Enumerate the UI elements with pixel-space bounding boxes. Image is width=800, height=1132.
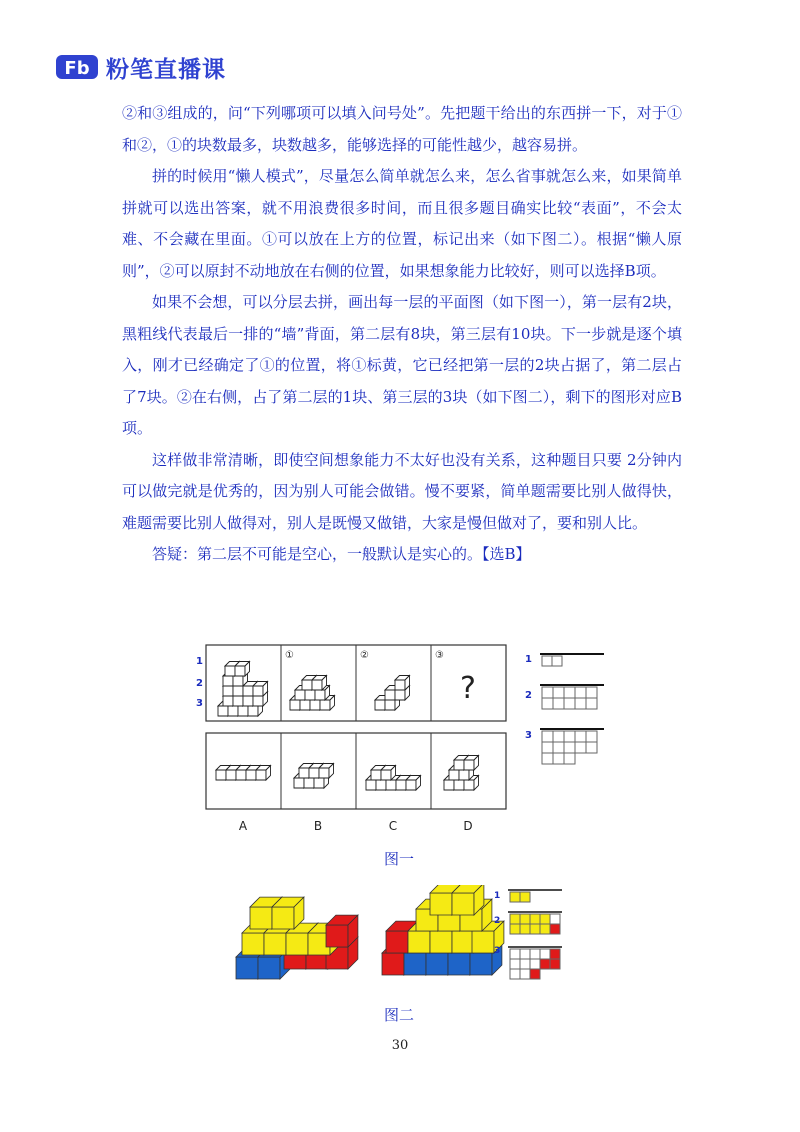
figure-2 [226, 885, 576, 995]
right-colored-cube-front [404, 953, 426, 975]
right-colored-cube-front [386, 931, 408, 953]
answer-paragraph: 答疑：第二层不可能是空心，一般默认是实心的。【选B】 [152, 545, 531, 563]
wireframe-cubes [216, 662, 479, 791]
f2-plan1-cell [520, 892, 530, 902]
f2-plan3-cell [540, 949, 550, 959]
f2-plan3-cell [510, 969, 520, 979]
plan2-cell [564, 698, 575, 709]
f2-plan3-cell [530, 969, 540, 979]
plan2-cell [553, 687, 564, 698]
fenbi-logo-icon [56, 53, 100, 81]
plan2-cell [586, 698, 597, 709]
piece2-cube-front [395, 680, 405, 690]
f2-plan2-cell [510, 914, 520, 924]
right-colored-cube-front [408, 931, 430, 953]
piece1-cube-front [315, 690, 325, 700]
f2-plan2-cell [520, 914, 530, 924]
left-colored-cube-front [326, 925, 348, 947]
plan3-cell [586, 742, 597, 753]
main-cube-front [218, 706, 228, 716]
plan2-cell [586, 687, 597, 698]
right-colored-cube-front [430, 893, 452, 915]
fig1-mark-2: ② [360, 650, 369, 661]
option-c-cube-front [386, 780, 396, 790]
f2-plan3-cell [520, 959, 530, 969]
plan3-cell [553, 731, 564, 742]
f2-plan3-cell [550, 949, 560, 959]
f2-plan3-cell [510, 949, 520, 959]
option-d-cube-front [464, 780, 474, 790]
main-cube-front [238, 706, 248, 716]
f2-plan3-cell [510, 959, 520, 969]
right-colored-cube-front [448, 953, 470, 975]
right-colored-cube-front [470, 953, 492, 975]
paragraph-3: 如果不会想，可以分层去拼，画出每一层的平面图（如下图一），第一层有2块，黑粗线代表最后一排的“墙”背面，第二层有8块，第三层有10块。下一步就是逐个填入，刚才已经确定了①的位置，将①标黄，它已经把第一层的2块占据了，第二层占了7块。②在右侧，占了第二层的1块、第三层的3块（如下图二），剩下的图形对应B项。 [122, 293, 682, 437]
option-a-cube-front [246, 770, 256, 780]
f2-plan2-cell [530, 924, 540, 934]
piece1-cube-front [295, 690, 305, 700]
plan3-cell [586, 731, 597, 742]
f2-plan3-cell [540, 959, 550, 969]
piece1-cube-front [290, 700, 300, 710]
main-cube-front [225, 666, 235, 676]
option-a-cube-front [236, 770, 246, 780]
option-c-label: C [388, 819, 398, 833]
option-c-cube-front [396, 780, 406, 790]
option-d-cube-front [459, 770, 469, 780]
left-colored-cube-front [242, 933, 264, 955]
plan3-cell [553, 753, 564, 764]
left-colored-cube-front [236, 957, 258, 979]
option-b-cube-front [314, 778, 324, 788]
option-b-cube-front [319, 768, 329, 778]
f2-plan2-cell [540, 914, 550, 924]
paragraph-2: 拼的时候用“懒人模式”，尽量怎么简单就怎么来，怎么省事就怎么来，如果简单拼就可以选出答案，就不用浪费很多时间，而且很多题目确实比较“表面”，不会太难、不会藏在里面。①可以放在上方的位置，标记出来（如下图二）。根据“懒人原则”，②可以原封不动地放在右侧的位置，如果想象能力比较好，则可以选择B项。 [122, 167, 682, 280]
left-colored-cube-front [258, 957, 280, 979]
left-colored-cube-front [264, 933, 286, 955]
right-colored-cube-front [452, 893, 474, 915]
left-colored-cube-front [286, 933, 308, 955]
plan2-cell [575, 698, 586, 709]
f2-plan2-cell [510, 924, 520, 934]
main-cube-front [228, 706, 238, 716]
plan2-cell [575, 687, 586, 698]
fig1-mark-3: ③ [435, 650, 444, 661]
main-cube-front [233, 696, 243, 706]
plan-label-2: 2 [525, 690, 532, 701]
plan2-cell [542, 698, 553, 709]
option-c-cube-front [406, 780, 416, 790]
f2-plan3-cell [530, 949, 540, 959]
main-cube-front [243, 696, 253, 706]
option-d-cube-front [454, 760, 464, 770]
fig1-label-2: 2 [196, 678, 203, 689]
svg-text:Fb: Fb [64, 58, 90, 79]
f2-plan2-cell [550, 914, 560, 924]
piece1-cube-front [310, 700, 320, 710]
plan2-cell [553, 698, 564, 709]
piece1-cube-front [302, 680, 312, 690]
piece1-cube-front [300, 700, 310, 710]
right-colored-cube-front [472, 931, 494, 953]
main-cube-front [253, 686, 263, 696]
option-b-cube-front [294, 778, 304, 788]
option-b-cube-front [299, 768, 309, 778]
piece2-cube-front [375, 700, 385, 710]
option-b-label: B [313, 819, 323, 833]
article-body [122, 98, 682, 571]
f2-plan3-cell [520, 969, 530, 979]
main-cube-front [233, 676, 243, 686]
option-a-cube-front [216, 770, 226, 780]
plan-label-1: 1 [525, 654, 532, 665]
piece2-cube-front [385, 700, 395, 710]
plan3-cell [542, 731, 553, 742]
brand-name: 粉笔直播课 [106, 56, 226, 83]
option-d-cube-front [464, 760, 474, 770]
f2-plan2-cell [520, 924, 530, 934]
fig2-label-2: 2 [494, 916, 501, 926]
fig2-label-3: 3 [494, 946, 501, 956]
left-colored-cube-front [272, 907, 294, 929]
piece2-cube-front [385, 690, 395, 700]
main-cube-front [248, 706, 258, 716]
option-c-cube-front [376, 780, 386, 790]
plan3-cell [542, 753, 553, 764]
option-d-label: D [463, 819, 473, 833]
option-b-cube-front [309, 768, 319, 778]
piece2-cube-front [395, 690, 405, 700]
figure-1-caption: 图一 [384, 850, 415, 868]
plan3-cell [553, 742, 564, 753]
main-cube-front [235, 666, 245, 676]
plan-label-3: 3 [525, 730, 532, 741]
plan3-cell [564, 753, 575, 764]
option-c-cube-front [381, 770, 391, 780]
main-cube-front [223, 696, 233, 706]
main-cube-front [233, 686, 243, 696]
header [56, 50, 226, 84]
fig2-label-1: 1 [494, 891, 501, 901]
main-cube-front [243, 686, 253, 696]
main-cube-front [253, 696, 263, 706]
question-mark: ? [460, 671, 476, 706]
figure-2-caption: 图二 [384, 1006, 415, 1024]
paragraph-1: ②和③组成的，问“下列哪项可以填入问号处”。先把题干给出的东西拼一下，对于①和②，①的块数最多，块数越多，能够选择的可能性越少，越容易拼。 [122, 104, 682, 154]
right-colored-cube-front [382, 953, 404, 975]
option-b-cube-front [304, 778, 314, 788]
fig1-label-1: 1 [196, 656, 203, 667]
right-colored-cube-front [452, 931, 474, 953]
plan3-cell [564, 731, 575, 742]
option-c-cube-front [371, 770, 381, 780]
main-cube-front [223, 686, 233, 696]
figure-1 [190, 640, 630, 840]
f2-plan2-cell [530, 914, 540, 924]
right-colored-cube-front [426, 953, 448, 975]
option-a-cube-front [256, 770, 266, 780]
f2-plan2-cell [540, 924, 550, 934]
f2-plan3-cell [550, 959, 560, 969]
option-c-cube-front [366, 780, 376, 790]
plan2-cell [542, 687, 553, 698]
right-colored-cube-front [430, 931, 452, 953]
piece1-cube-front [320, 700, 330, 710]
left-colored-cube-front [250, 907, 272, 929]
paragraph-4: 这样做非常清晰，即使空间想象能力不太好也没有关系，这种题目只要 2分钟内可以做完就是优秀的，因为别人可能会做错。慢不要紧，简单题需要比别人做得快，难题需要比别人做得对，别人是既慢又做错，大家是慢但做对了，要和别人比。 [122, 450, 682, 532]
plan2-cell [564, 687, 575, 698]
plan3-cell [542, 742, 553, 753]
plan3-cell [575, 742, 586, 753]
option-a-cube-front [226, 770, 236, 780]
f2-plan1-cell [510, 892, 520, 902]
f2-plan3-cell [520, 949, 530, 959]
option-d-cube-front [454, 780, 464, 790]
option-a-label: A [238, 819, 248, 833]
plan3-cell [564, 742, 575, 753]
option-d-cube-front [444, 780, 454, 790]
main-cube-front [223, 676, 233, 686]
fig1-mark-1: ① [285, 650, 294, 661]
option-d-cube-front [449, 770, 459, 780]
fig1-label-3: 3 [196, 698, 203, 709]
plan3-cell [575, 731, 586, 742]
piece1-cube-front [312, 680, 322, 690]
f2-plan2-cell [550, 924, 560, 934]
page-number: 30 [391, 1038, 409, 1053]
f2-plan3-cell [530, 959, 540, 969]
piece1-cube-front [305, 690, 315, 700]
layer-plans [525, 654, 604, 764]
